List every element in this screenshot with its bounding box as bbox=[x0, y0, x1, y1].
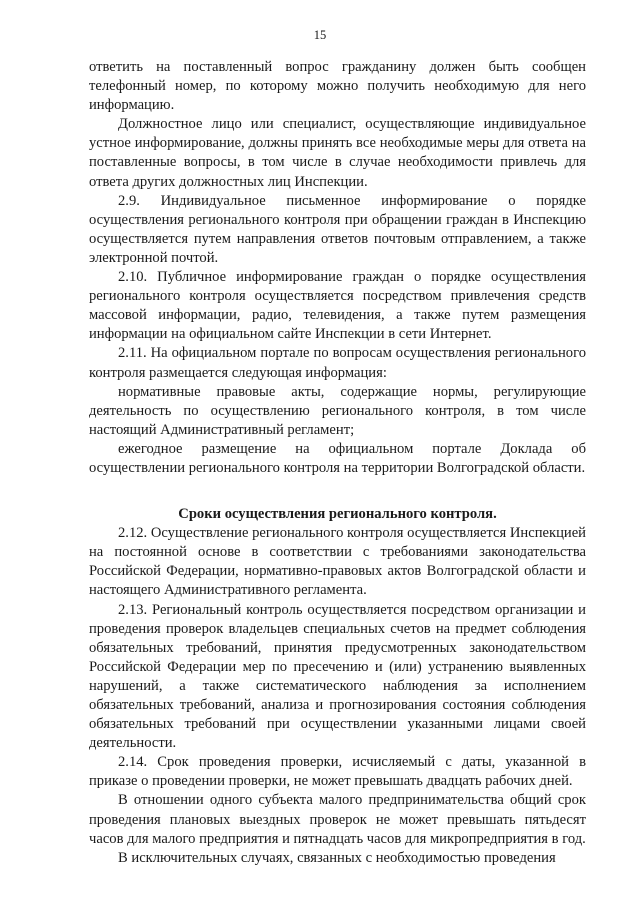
paragraph-2-13: 2.13. Региональный контроль осуществляется посредством организации и проведения проверок владельцев специальных счетов на предмет соблюдения обязательных требований, принятия предусмотренных законодательством Российской Федерации мер по пресечению и (или) устранению выявленных нарушений, а также систематического наблюдения за исполнением обязательных требований, анализа и прогнозирования состояния соблюдения обязательных требований при осуществлении указанными лицами своей деятельности. bbox=[89, 601, 586, 752]
paragraph-2-10: 2.10. Публичное информирование граждан о порядке осуществления регионального контроля осуществляется посредством привлечения средств массовой информации, радио, телевидения, а также путем размещения информации на официальном сайте Инспекции в сети Интернет. bbox=[89, 269, 586, 343]
document-body bbox=[89, 58, 586, 868]
paragraph-small-business: В отношении одного субъекта малого предпринимательства общий срок проведения плановых выездных проверок не может превышать пятьдесят часов для малого предприятия и пятнадцать часов для микропредприятия в год. bbox=[89, 792, 586, 847]
list-item-annual-report: ежегодное размещение на официальном портале Доклада об осуществлении регионального контроля на территории Волгоградской области. bbox=[89, 440, 586, 476]
page-number: 15 bbox=[313, 28, 327, 42]
paragraph-exceptional-cases: В исключительных случаях, связанных с необходимостью проведения bbox=[118, 849, 556, 866]
paragraph-oral-informing: Должностное лицо или специалист, осуществляющие индивидуальное устное информирование, должны принять все необходимые меры для ответа на поставленные вопросы, в том числе в случае необходимости привлечь для ответа других должностных лиц Инспекции. bbox=[89, 116, 586, 190]
paragraph-2-11: 2.11. На официальном портале по вопросам осуществления регионального контроля размещается следующая информация: bbox=[89, 345, 586, 381]
section-spacer bbox=[89, 478, 586, 505]
paragraph-2-12: 2.12. Осуществление регионального контроля осуществляется Инспекцией на постоянной основе в соответствии с требованиями законодательства Российской Федерации, нормативно-правовых актов Волгоградской области и настоящего Административного регламента. bbox=[89, 525, 586, 599]
paragraph-2-9: 2.9. Индивидуальное письменное информирование о порядке осуществления регионального контроля при обращении граждан в Инспекцию осуществляется путем направления ответов почтовым отправлением, а также электронной почтой. bbox=[89, 192, 586, 266]
paragraph-continuation: ответить на поставленный вопрос гражданину должен быть сообщен телефонный номер, по которому можно получить необходимую для него информацию. bbox=[89, 59, 586, 114]
list-item-normative-acts: нормативные правовые акты, содержащие нормы, регулирующие деятельность по осуществлению регионального контроля, в том числе настоящий Административный регламент; bbox=[89, 383, 586, 438]
section-heading: Сроки осуществления регионального контроля. bbox=[178, 506, 497, 523]
paragraph-2-14: 2.14. Срок проведения проверки, исчисляемый с даты, указанной в приказе о проведении проверки, не может превышать двадцать рабочих дней. bbox=[89, 754, 586, 790]
